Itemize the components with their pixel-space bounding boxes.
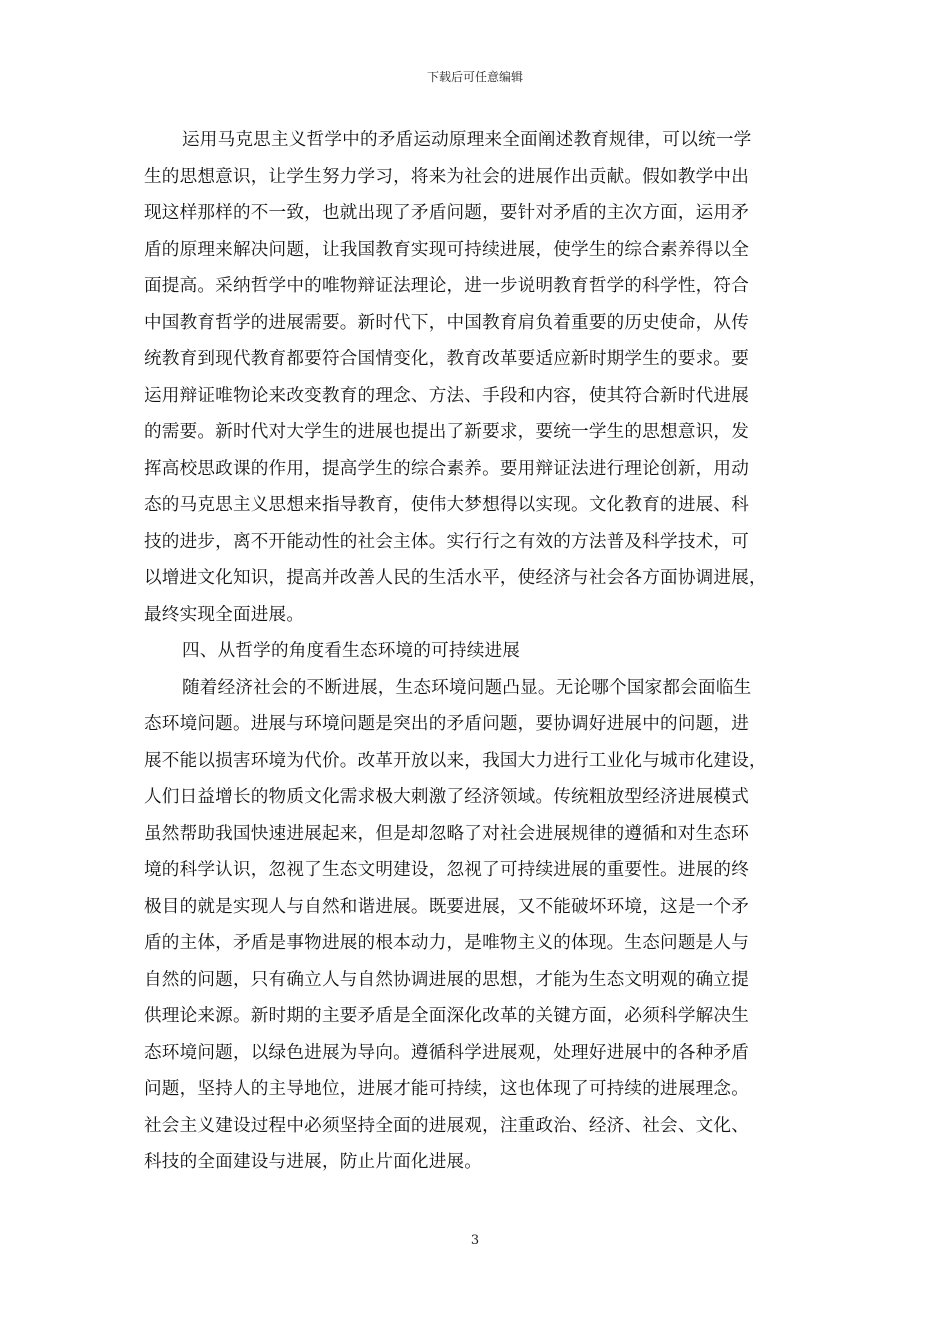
text-line: 中国教育哲学的进展需要。新时代下，中国教育肩负着重要的历史使命，从传 xyxy=(144,312,749,333)
paragraph xyxy=(144,122,816,633)
text-line: 现这样那样的不一致，也就出现了矛盾问题，要针对矛盾的主次方面，运用矛 xyxy=(144,203,749,223)
text-line: 展不能以损害环境为代价。改革开放以来，我国大力进行工业化与城市化建设， xyxy=(144,750,767,771)
text-line: 人们日益增长的物质文化需求极大刺激了经济领域。传统粗放型经济进展模式 xyxy=(144,787,749,807)
text-line: 以增进文化知识，提高并改善人民的生活水平，使经济与社会各方面协调进展， xyxy=(144,568,767,588)
text-line: 运用辩证唯物论来改变教育的理念、方法、手段和内容，使其符合新时代进展 xyxy=(144,385,749,406)
text-line: 生的思想意识，让学生努力学习，将来为社会的进展作出贡献。假如教学中出 xyxy=(144,166,749,187)
text-line: 态环境问题。进展与环境问题是突出的矛盾问题，要协调好进展中的问题，进 xyxy=(144,714,749,734)
body-text xyxy=(144,122,816,1181)
paragraph xyxy=(144,670,816,1181)
text-line: 最终实现全面进展。 xyxy=(144,604,305,625)
text-line: 态的马克思主义思想来指导教育，使伟大梦想得以实现。文化教育的进展、科 xyxy=(144,495,749,515)
text-line: 盾的主体，矛盾是事物进展的根本动力，是唯物主义的体现。生态问题是人与 xyxy=(144,933,749,953)
text-line: 极目的就是实现人与自然和谐进展。既要进展，又不能破坏环境，这是一个矛 xyxy=(144,896,749,917)
text-line: 社会主义建设过程中必须坚持全面的进展观，注重政治、经济、社会、文化、 xyxy=(144,1115,749,1136)
text-line: 问题，坚持人的主导地位，进展才能可持续，这也体现了可持续的进展理念。 xyxy=(144,1079,749,1099)
text-line: 随着经济社会的不断进展，生态环境问题凸显。无论哪个国家都会面临生 xyxy=(182,677,752,698)
text-line: 统教育到现代教育都要符合国情变化，教育改革要适应新时期学生的要求。要 xyxy=(144,349,749,369)
text-line: 技的进步，离不开能动性的社会主体。实行行之有效的方法普及科学技术，可 xyxy=(144,531,749,552)
text-line: 的需要。新时代对大学生的进展也提出了新要求，要统一学生的思想意识，发 xyxy=(144,422,749,442)
section-heading: 四、从哲学的角度看生态环境的可持续进展 xyxy=(182,641,521,661)
text-line: 盾的原理来解决问题，让我国教育实现可持续进展，使学生的综合素养得以全 xyxy=(144,239,749,260)
text-line: 自然的问题，只有确立人与自然协调进展的思想，才能为生态文明观的确立提 xyxy=(144,969,749,990)
page-header: 下载后可任意编辑 xyxy=(426,70,523,84)
text-line: 供理论来源。新时期的主要矛盾是全面深化改革的关键方面，必须科学解决生 xyxy=(144,1006,749,1026)
text-line: 境的科学认识，忽视了生态文明建设，忽视了可持续进展的重要性。进展的终 xyxy=(144,860,749,880)
page-number: 3 xyxy=(470,1233,480,1248)
text-line: 态环境问题，以绿色进展为导向。遵循科学进展观，处理好进展中的各种矛盾 xyxy=(144,1042,749,1063)
text-line: 科技的全面建设与进展，防止片面化进展。 xyxy=(144,1152,483,1172)
text-line: 挥高校思政课的作用，提高学生的综合素养。要用辩证法进行理论创新，用动 xyxy=(144,458,749,479)
text-line: 虽然帮助我国快速进展起来，但是却忽略了对社会进展规律的遵循和对生态环 xyxy=(144,823,749,844)
text-line: 运用马克思主义哲学中的矛盾运动原理来全面阐述教育规律，可以统一学 xyxy=(182,130,752,150)
text-line: 面提高。采纳哲学中的唯物辩证法理论，进一步说明教育哲学的科学性，符合 xyxy=(144,276,749,296)
